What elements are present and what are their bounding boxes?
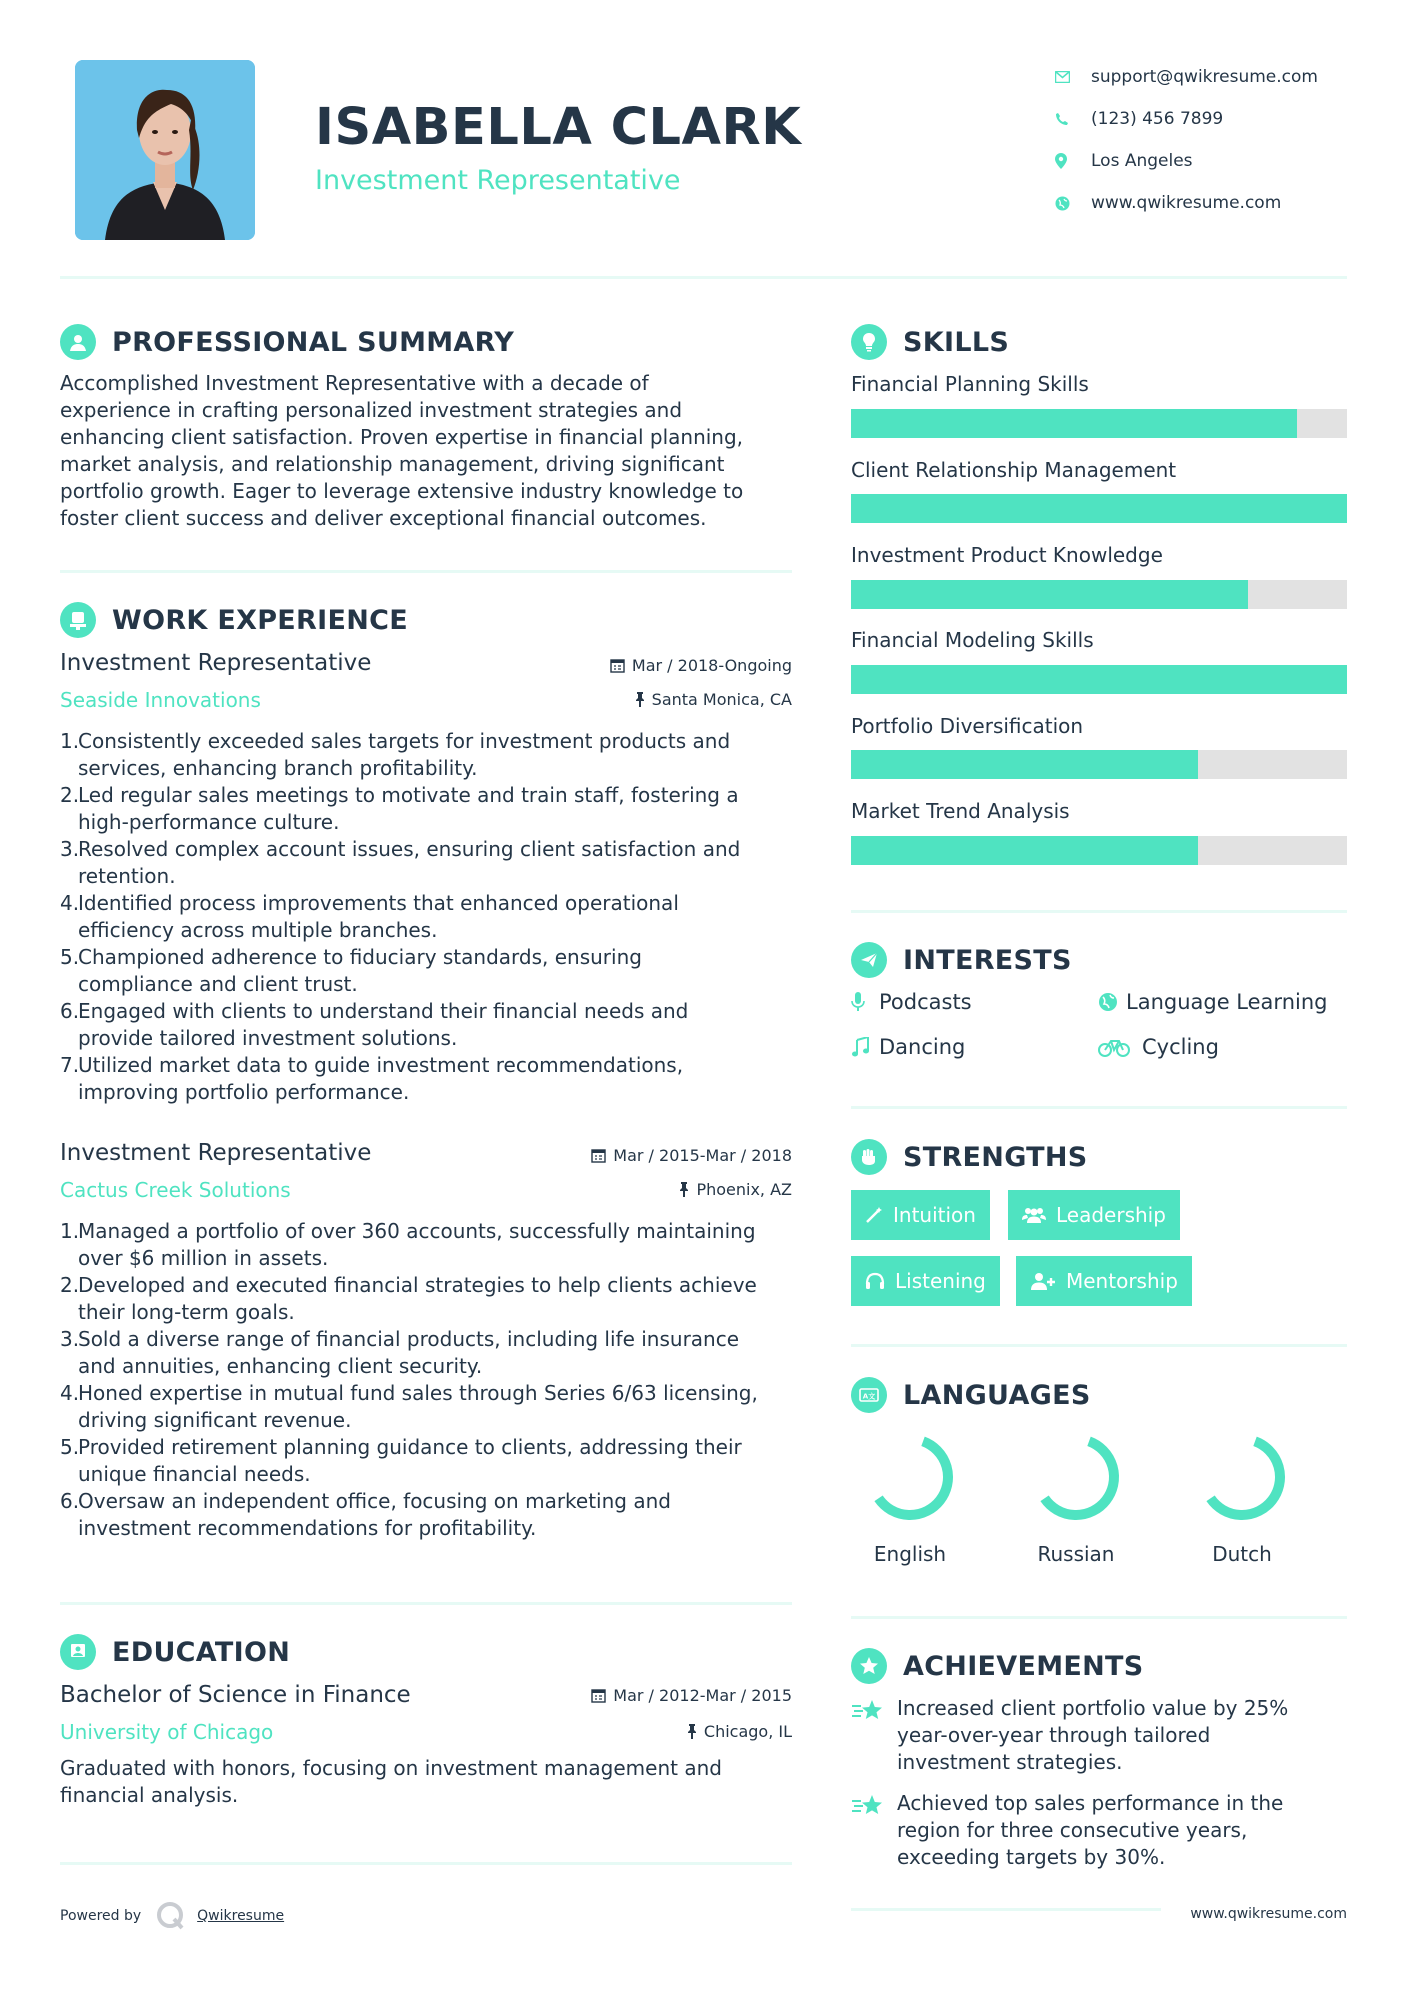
job-2-bullets [60,1218,800,1542]
users-icon [1022,1206,1046,1224]
education-location [480,1722,792,1741]
list-item: 4. Honed expertise in mutual fund sales through Series 6/63 licensing, driving significant revenue. [60,1381,758,1432]
job-1-location [480,690,792,709]
summary-heading [60,322,514,362]
job-2-location-text: Phoenix, AZ [696,1180,792,1199]
job-2-company: Cactus Creek Solutions [60,1178,291,1202]
summary-line: experience in crafting personalized investment strategies and [60,398,683,422]
language-progress-ring [1031,1432,1121,1522]
summary-line: enhancing client satisfaction. Proven expertise in financial planning, [60,425,744,449]
powered-by-text: Powered by [60,1908,142,1924]
microphone-icon [851,992,879,1012]
list-item: 1. Managed a portfolio of over 360 accounts, successfully maintaining over $6 million in assets. [60,1219,756,1270]
language-label: Russian [1037,1542,1115,1566]
languages-heading [851,1375,1091,1415]
skill-bar [851,494,1347,523]
education-location-text: Chicago, IL [703,1722,792,1741]
job-2-location [480,1180,792,1199]
calendar-icon [591,1148,606,1163]
languages-title: LANGUAGES [903,1379,1091,1411]
contact-location [1055,140,1385,182]
job-2-date-text: Mar / 2015-Mar / 2018 [613,1146,792,1165]
interest-item: Dancing [851,1035,965,1059]
graduate-icon [60,1634,96,1670]
job-1-company: Seaside Innovations [60,688,261,712]
language-label: English [873,1542,947,1566]
skill-bar-fill [851,580,1248,609]
phone-icon [1055,112,1091,126]
envelope-icon [1055,71,1091,83]
language-item [1172,1432,1312,1566]
candidate-name: ISABELLA CLARK [315,98,802,157]
achievements-divider [851,1908,1161,1911]
footer-website[interactable]: www.qwikresume.com [1190,1906,1347,1922]
languages-divider [851,1616,1347,1619]
globe-icon [1055,196,1091,211]
briefcase-icon [60,602,96,638]
contact-website[interactable] [1055,182,1385,224]
education-degree: Bachelor of Science in Finance [60,1682,411,1708]
list-item: 4. Identified process improvements that enhanced operational efficiency across multiple branches. [60,891,679,942]
pushpin-icon [679,1182,689,1197]
strength-tag: Listening [851,1256,1000,1306]
summary-text [60,370,800,532]
interests-divider [851,1106,1347,1109]
job-1-bullets [60,728,800,1106]
list-item: 2. Led regular sales meetings to motivate and train staff, fostering a high-performance culture. [60,783,739,834]
skills-divider [851,910,1347,913]
calendar-icon [610,658,625,673]
pushpin-icon [635,692,645,707]
experience-title: WORK EXPERIENCE [112,604,408,636]
achievements-heading [851,1646,1144,1686]
skill-bar-fill [851,836,1198,865]
map-pin-icon [1055,153,1091,169]
skill-bar [851,409,1347,438]
list-item: 6. Oversaw an independent office, focusing on marketing and investment recommendations for profitability. [60,1489,671,1540]
user-icon [60,324,96,360]
shooting-star-icon [851,1695,897,1776]
job-1-date-text: Mar / 2018-Ongoing [631,656,792,675]
language-item [840,1432,980,1566]
profile-photo [75,60,255,240]
strength-tag: Leadership [1008,1190,1180,1240]
skill-label: Investment Product Knowledge [851,543,1163,567]
experience-divider [60,1602,792,1605]
interests-title: INTERESTS [903,944,1072,976]
education-date-text: Mar / 2012-Mar / 2015 [613,1686,792,1705]
contact-phone[interactable] [1055,98,1385,140]
contact-email[interactable] [1055,56,1385,98]
location-text: Los Angeles [1091,151,1193,171]
music-note-icon [851,1037,879,1057]
job-1-date [480,656,792,675]
education-date [480,1686,792,1705]
skill-bar [851,665,1347,694]
skill-bar [851,580,1347,609]
job-1-title: Investment Representative [60,650,372,676]
summary-line: portfolio growth. Eager to leverage extensive industry knowledge to [60,479,744,503]
language-label: Dutch [1212,1542,1272,1566]
language-progress-ring [865,1432,955,1522]
user-plus-icon [1030,1272,1056,1290]
list-item: 7. Utilized market data to guide investment recommendations, improving portfolio performance. [60,1053,684,1104]
strength-tag: Mentorship [1016,1256,1192,1306]
headphones-icon [865,1272,885,1290]
experience-heading [60,600,408,640]
skills-title: SKILLS [903,326,1010,358]
education-heading [60,1632,290,1672]
skill-bar-fill [851,665,1347,694]
strengths-divider [851,1344,1347,1347]
education-description: Graduated with honors, focusing on investment management and financial analysis. [60,1756,722,1807]
paper-plane-icon [851,942,887,978]
skill-bar-fill [851,409,1297,438]
list-item: 3. Sold a diverse range of financial products, including life insurance and annuities, enhancing client security. [60,1327,740,1378]
list-item: 6. Engaged with clients to understand their financial needs and provide tailored investment solutions. [60,999,689,1050]
summary-title: PROFESSIONAL SUMMARY [112,326,515,358]
bicycle-icon [1098,1037,1142,1057]
skill-label: Financial Planning Skills [851,372,1089,396]
education-title: EDUCATION [112,1636,291,1668]
achievement-item: Increased client portfolio value by 25% year-over-year through tailored investment strategies. [851,1695,1347,1776]
interests-heading [851,940,1072,980]
education-school: University of Chicago [60,1720,274,1744]
education-divider [60,1862,792,1865]
fist-icon [851,1139,887,1175]
magic-wand-icon [865,1206,883,1224]
pushpin-icon [687,1724,697,1739]
qwikresume-logo-icon [155,1900,187,1932]
strengths-heading [851,1137,1088,1177]
skill-bar-fill [851,750,1198,779]
profile-photo-illustration [75,60,255,240]
interest-item: Cycling [1098,1035,1219,1059]
id-card-icon [851,1377,887,1413]
list-item: 5. Provided retirement planning guidance to clients, addressing their unique financial needs. [60,1435,742,1486]
strengths-title: STRENGTHS [903,1141,1088,1173]
skill-label: Portfolio Diversification [851,714,1084,738]
strength-tag: Intuition [851,1190,990,1240]
skill-label: Financial Modeling Skills [851,628,1094,652]
shooting-star-icon [851,1790,897,1871]
phone-text: (123) 456 7899 [1091,109,1224,129]
header-divider [60,276,1347,279]
achievement-item: Achieved top sales performance in the region for three consecutive years, exceeding targets by 30%. [851,1790,1347,1871]
skills-heading [851,322,1009,362]
contact-list [1055,56,1385,224]
summary-line: market analysis, and relationship management, driving significant [60,452,725,476]
summary-divider [60,570,792,573]
job-2-title: Investment Representative [60,1140,372,1166]
list-item: 2. Developed and executed financial strategies to help clients achieve their long-term goals. [60,1273,757,1324]
job-2-date [480,1146,792,1165]
interest-item: Podcasts [851,990,972,1014]
achievements-title: ACHIEVEMENTS [903,1650,1144,1682]
skill-label: Client Relationship Management [851,458,1177,482]
footer-powered-by [60,1900,284,1932]
website-text: www.qwikresume.com [1091,193,1282,213]
list-item: 3. Resolved complex account issues, ensuring client satisfaction and retention. [60,837,741,888]
summary-line: foster client success and deliver exceptional financial outcomes. [60,506,707,530]
lightbulb-icon [851,324,887,360]
list-item: 5. Championed adherence to fiduciary standards, ensuring compliance and client trust. [60,945,642,996]
skill-bar [851,836,1347,865]
skill-bar [851,750,1347,779]
star-badge-icon [851,1648,887,1684]
svg-text:A文: A文 [862,1392,876,1401]
calendar-icon [591,1688,606,1703]
job-1-location-text: Santa Monica, CA [651,690,792,709]
candidate-title: Investment Representative [315,165,681,196]
language-progress-ring [1197,1432,1287,1522]
interest-item: Language Learning [1098,990,1327,1014]
list-item: 1. Consistently exceeded sales targets for investment products and services, enhancing branch profitability. [60,729,731,780]
email-text: support@qwikresume.com [1091,67,1318,87]
brand-link[interactable]: Qwikresume [197,1908,285,1924]
skill-label: Market Trend Analysis [851,799,1070,823]
summary-line: Accomplished Investment Representative with a decade of [60,371,649,395]
language-item [1006,1432,1146,1566]
skill-bar-fill [851,494,1347,523]
globe-icon [1098,992,1126,1012]
